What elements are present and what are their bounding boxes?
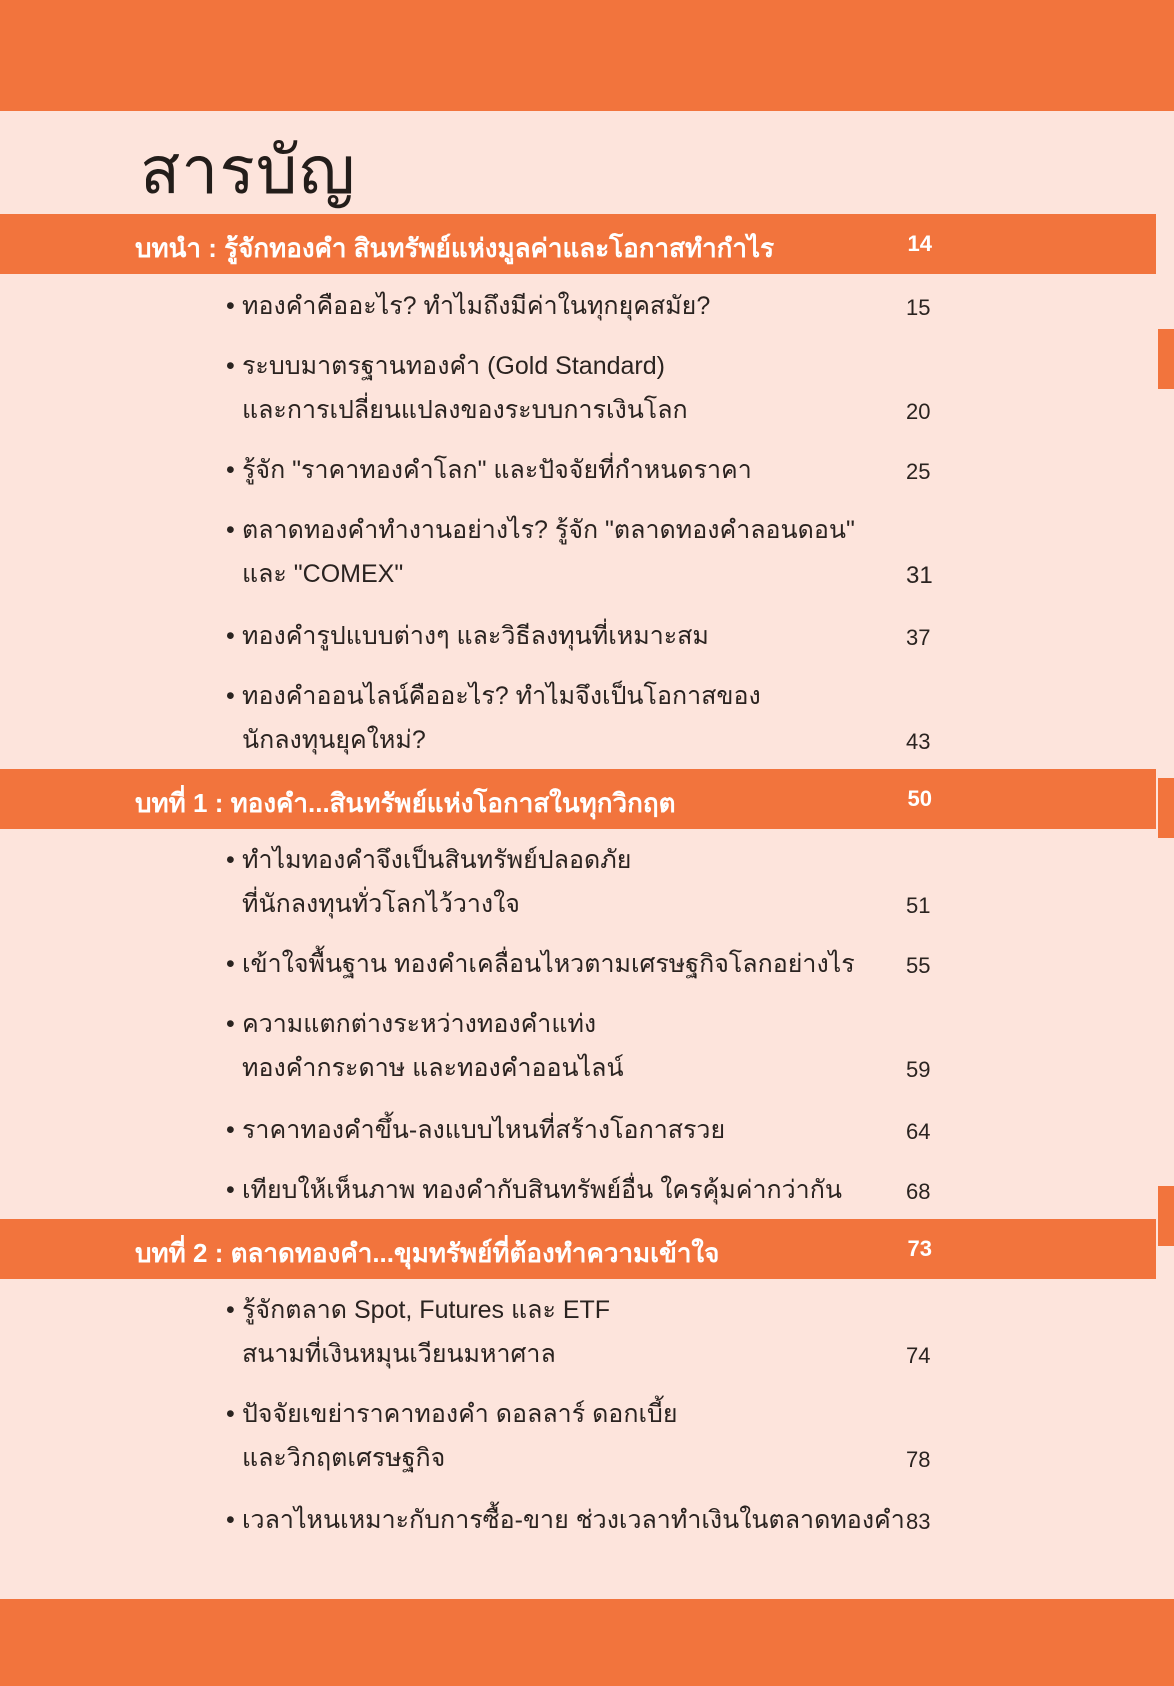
entry-page-number: 15 <box>906 295 931 320</box>
bullet: • <box>226 846 235 874</box>
entry-line: ทองคำกระดาษ และทองคำออนไลน์ <box>242 1054 624 1082</box>
entry-page-number: 78 <box>906 1447 931 1472</box>
bullet: • <box>226 1506 235 1534</box>
entry-line: ความแตกต่างระหว่างทองคำแท่ง <box>242 1010 597 1038</box>
chapter-title: บทนำ : รู้จักทองคำ สินทรัพย์แห่งมูลค่าและโอกาสทำกำไร <box>135 233 775 263</box>
bullet: • <box>226 950 235 978</box>
entry-page-number: 64 <box>906 1119 931 1144</box>
entry-page-number: 74 <box>906 1343 931 1368</box>
entry-page-number: 51 <box>906 893 931 918</box>
chapter-page-number: 73 <box>907 1236 932 1261</box>
entry-line: รู้จัก "ราคาทองคำโลก" และปัจจัยที่กำหนดราคา <box>242 456 752 484</box>
entry-page-number: 25 <box>906 459 931 484</box>
entry-line: และ "COMEX" <box>242 560 404 588</box>
bullet: • <box>226 622 235 650</box>
bullet: • <box>226 1010 235 1038</box>
entry-page-number: 68 <box>906 1179 931 1204</box>
entry-page-number: 43 <box>906 729 931 754</box>
chapter-heading[interactable] <box>0 214 1156 274</box>
chapter-heading[interactable] <box>0 769 1156 829</box>
page-title: สารบัญ <box>140 132 356 209</box>
entry-line: นักลงทุนยุคใหม่? <box>242 726 426 754</box>
entry-line: ระบบมาตรฐานทองคำ (Gold Standard) <box>242 352 665 380</box>
entry-page-number: 59 <box>906 1057 931 1082</box>
chapter-page-number: 14 <box>907 231 932 256</box>
entry-line: สนามที่เงินหมุนเวียนมหาศาล <box>242 1340 556 1368</box>
chapter-title: บทที่ 1 : ทองคำ...สินทรัพย์แห่งโอกาสในทุกวิกฤต <box>135 788 676 818</box>
bullet: • <box>226 456 235 484</box>
chapter-title: บทที่ 2 : ตลาดทองคำ...ขุมทรัพย์ที่ต้องทำความเข้าใจ <box>135 1238 720 1268</box>
entry-line: ทองคำรูปแบบต่างๆ และวิธีลงทุนที่เหมาะสม <box>242 622 709 650</box>
entry-page-number: 83 <box>906 1509 931 1534</box>
entry-line: รู้จักตลาด Spot, Futures และ ETF <box>242 1296 611 1324</box>
entry-line: เข้าใจพื้นฐาน ทองคำเคลื่อนไหวตามเศรษฐกิจโลกอย่างไร <box>242 950 855 978</box>
bullet: • <box>226 292 235 320</box>
entry-line: ราคาทองคำขึ้น-ลงแบบไหนที่สร้างโอกาสรวย <box>242 1116 726 1144</box>
bullet: • <box>226 1400 235 1428</box>
entry-page-number: 20 <box>906 399 931 424</box>
entry-line: ปัจจัยเขย่าราคาทองคำ ดอลลาร์ ดอกเบี้ย <box>242 1400 678 1428</box>
entry-line: ทองคำคืออะไร? ทำไมถึงมีค่าในทุกยุคสมัย? <box>242 292 711 320</box>
chapter-heading[interactable] <box>0 1219 1156 1279</box>
entry-line: เวลาไหนเหมาะกับการซื้อ-ขาย ช่วงเวลาทำเงินในตลาดทองคำ <box>242 1506 905 1534</box>
entry-page-number: 37 <box>906 625 931 650</box>
bullet: • <box>226 1296 235 1324</box>
edge-tab <box>1158 1186 1174 1246</box>
edge-tab <box>1158 329 1174 389</box>
bullet: • <box>226 1176 235 1204</box>
top-band <box>0 0 1174 111</box>
entry-page-number: 55 <box>906 953 931 978</box>
entry-line: ตลาดทองคำทำงานอย่างไร? รู้จัก "ตลาดทองคำลอนดอน" <box>242 516 855 544</box>
entry-line: ที่นักลงทุนทั่วโลกไว้วางใจ <box>242 890 520 918</box>
entry-line: ทำไมทองคำจึงเป็นสินทรัพย์ปลอดภัย <box>242 846 632 874</box>
edge-tab <box>1158 778 1174 838</box>
bullet: • <box>226 1116 235 1144</box>
entry-line: และวิกฤตเศรษฐกิจ <box>242 1444 446 1472</box>
entry-line: ทองคำออนไลน์คืออะไร? ทำไมจึงเป็นโอกาสของ <box>242 682 761 710</box>
bottom-band <box>0 1599 1174 1686</box>
bullet: • <box>226 352 235 380</box>
entry-page-number: 31 <box>906 562 933 589</box>
bullet: • <box>226 516 235 544</box>
bullet: • <box>226 682 235 710</box>
entry-line: และการเปลี่ยนแปลงของระบบการเงินโลก <box>242 396 688 424</box>
chapter-page-number: 50 <box>907 786 932 811</box>
entry-line: เทียบให้เห็นภาพ ทองคำกับสินทรัพย์อื่น ใครคุ้มค่ากว่ากัน <box>242 1176 842 1204</box>
